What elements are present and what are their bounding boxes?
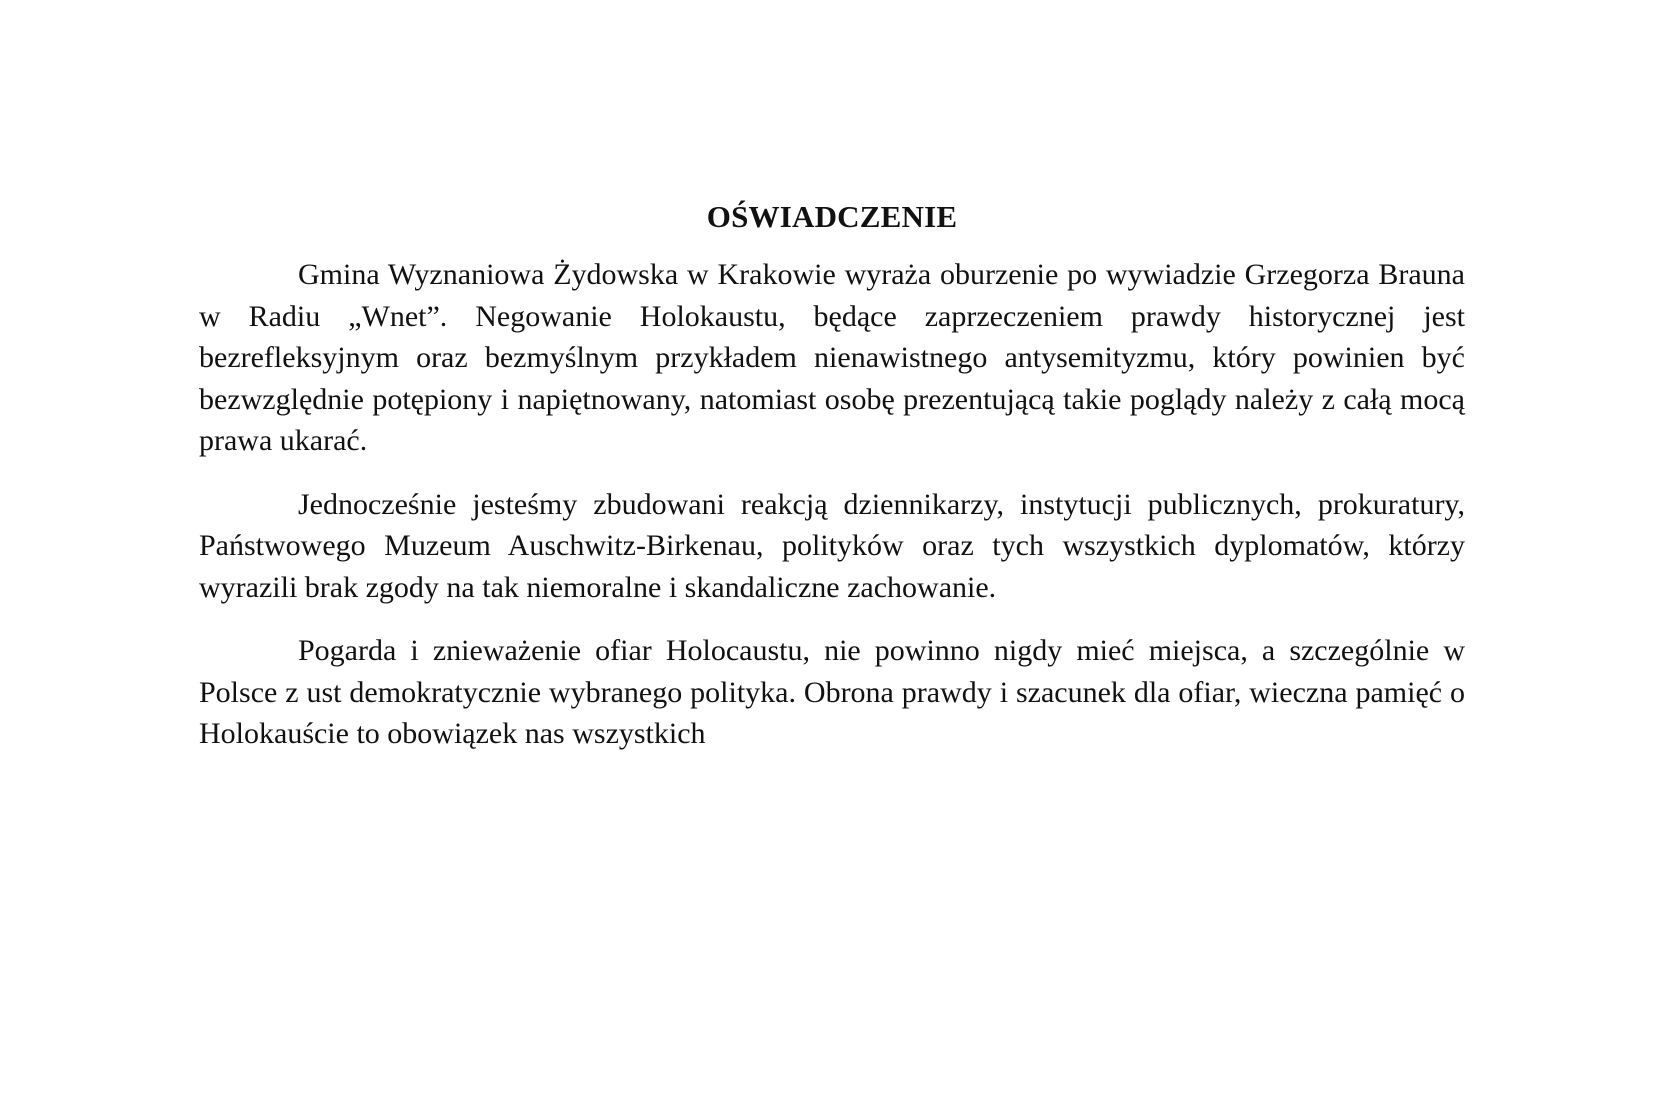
paragraph-3: Pogarda i znieważenie ofiar Holocaustu, nie powinno nigdy mieć miejsca, a szczególnie w Polsce z ust demokratycznie wybranego polityka. Obrona prawdy i szacunek dla ofiar, wieczna pamięć o Holokauście to obowiązek nas wszystkich xyxy=(199,634,1465,750)
document-body xyxy=(199,196,1465,777)
document-title: OŚWIADCZENIE xyxy=(706,199,958,234)
paragraph-2: Jednocześnie jesteśmy zbudowani reakcją dziennikarzy, instytucji publicznych, prokuratury, Państwowego Muzeum Auschwitz-Birkenau, polityków oraz tych wszystkich dyplomatów, którzy wyrazili brak zgody na tak niemoralne i skandaliczne zachowanie. xyxy=(199,487,1465,604)
paragraph-1: Gmina Wyznaniowa Żydowska w Krakowie wyraża oburzenie po wywiadzie Grzegorza Brauna w Radiu „Wnet”. Negowanie Holokaustu, będące zaprzeczeniem prawdy historycznej jest bezrefleksyjnym oraz bezmyślnym przykładem nienawistnego antysemityzmu, który powinien być bezwzględnie potępiony i napiętnowany, natomiast osobę prezentującą takie poglądy należy z całą mocą prawa ukarać. xyxy=(199,258,1465,457)
